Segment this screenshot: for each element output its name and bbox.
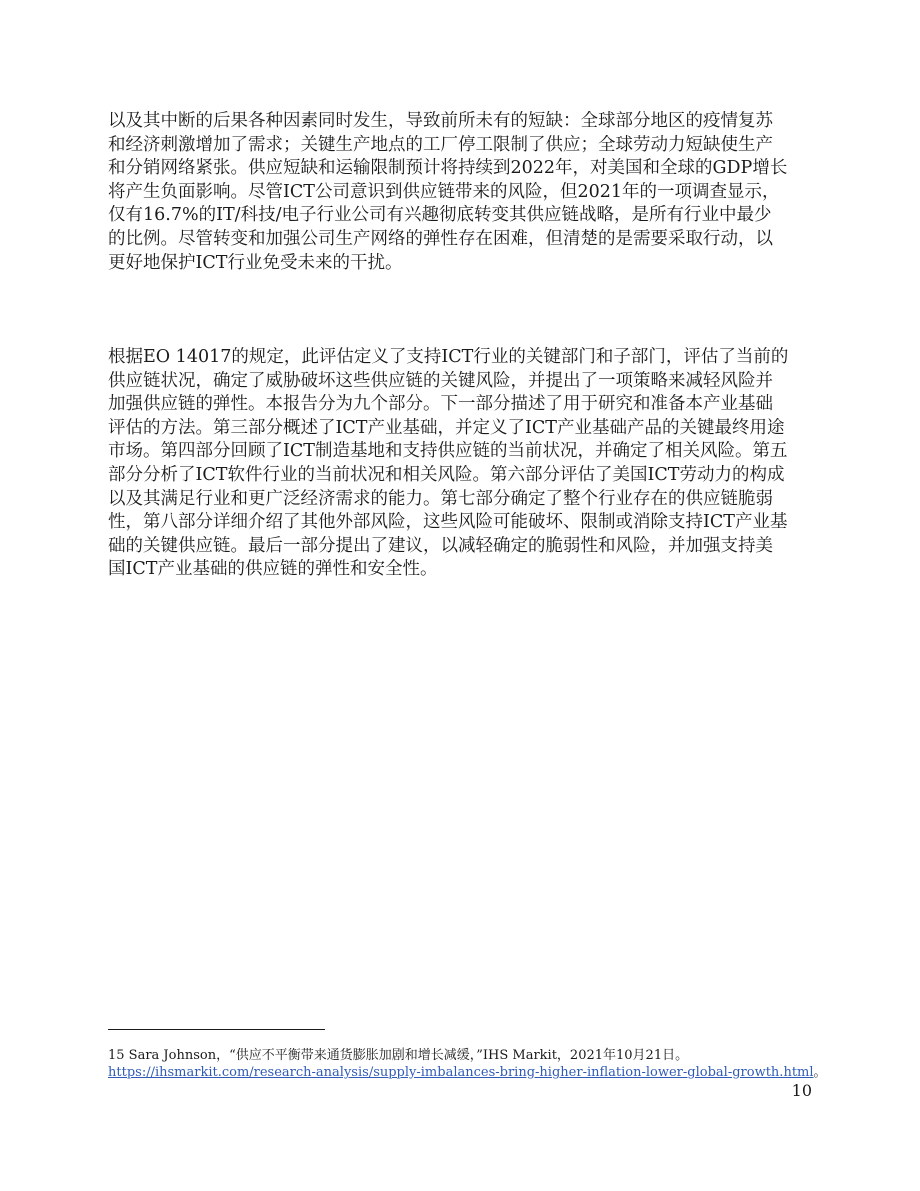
paragraph-line: 国ICT产业基础的供应链的弹性和安全性。 [108,559,438,580]
paragraph-line: 和经济刺激增加了需求；关键生产地点的工厂停工限制了供应；全球劳动力短缺使生产 [108,134,773,155]
paragraph-line: 以及其中断的后果各种因素同时发生，导致前所未有的短缺：全球部分地区的疫情复苏 [108,111,773,131]
paragraph-line: 根据EO 14017的规定，此评估定义了支持ICT行业的关键部门和子部门，评估了当前的 [108,347,789,367]
footnote-link-suffix: 。 [813,1065,827,1080]
body-paragraph-2 [108,346,808,582]
footnote-divider [108,1029,325,1030]
paragraph-line: 的比例。尽管转变和加强公司生产网络的弹性存在困难，但清楚的是需要采取行动，以 [108,228,773,249]
paragraph-line: 将产生负面影响。尽管ICT公司意识到供应链带来的风险，但2021年的一项调查显示， [108,181,780,202]
paragraph-line: 和分销网络紧张。供应短缺和运输限制预计将持续到2022年，对美国和全球的GDP增长 [108,158,788,179]
page-number: 10 [791,1081,812,1100]
footnote-link-line [108,1064,848,1081]
body-paragraph-1 [108,110,808,275]
paragraph-line: 供应链状况，确定了威胁破坏这些供应链的关键风险，并提出了一项策略来减轻风险并 [108,370,773,391]
footnote [108,1047,848,1081]
paragraph-line: 部分分析了ICT软件行业的当前状况和相关风险。第六部分评估了美国ICT劳动力的构成 [108,464,785,485]
paragraph-line: 础的关键供应链。最后一部分提出了建议，以减轻确定的脆弱性和风险，并加强支持美 [108,535,773,556]
footnote-link[interactable]: https://ihsmarkit.com/research-analysis/supply-imbalances-bring-higher-inflation-lower-global-growth.html [108,1065,814,1080]
paragraph-line: 更好地保护ICT行业免受未来的干扰。 [108,252,403,273]
paragraph-line: 评估的方法。第三部分概述了ICT产业基础，并定义了ICT产业基础产品的关键最终用途 [108,417,785,438]
paragraph-line: 仅有16.7%的IT/科技/电子行业公司有兴趣彻底转变其供应链战略，是所有行业中最少 [108,205,772,226]
paragraph-line: 性，第八部分详细介绍了其他外部风险，这些风险可能破坏、限制或消除支持ICT产业基 [108,512,788,533]
paragraph-line: 加强供应链的弹性。本报告分为九个部分。下一部分描述了用于研究和准备本产业基础 [108,394,773,415]
paragraph-line: 市场。第四部分回顾了ICT制造基地和支持供应链的当前状况，并确定了相关风险。第五 [108,441,788,462]
paragraph-line: 以及其满足行业和更广泛经济需求的能力。第七部分确定了整个行业存在的供应链脆弱 [108,488,773,509]
footnote-citation: 15 Sara Johnson，“供应不平衡带来通货膨胀加剧和增长减缓，”IHS Markit，2021年10月21日。 [108,1048,689,1063]
